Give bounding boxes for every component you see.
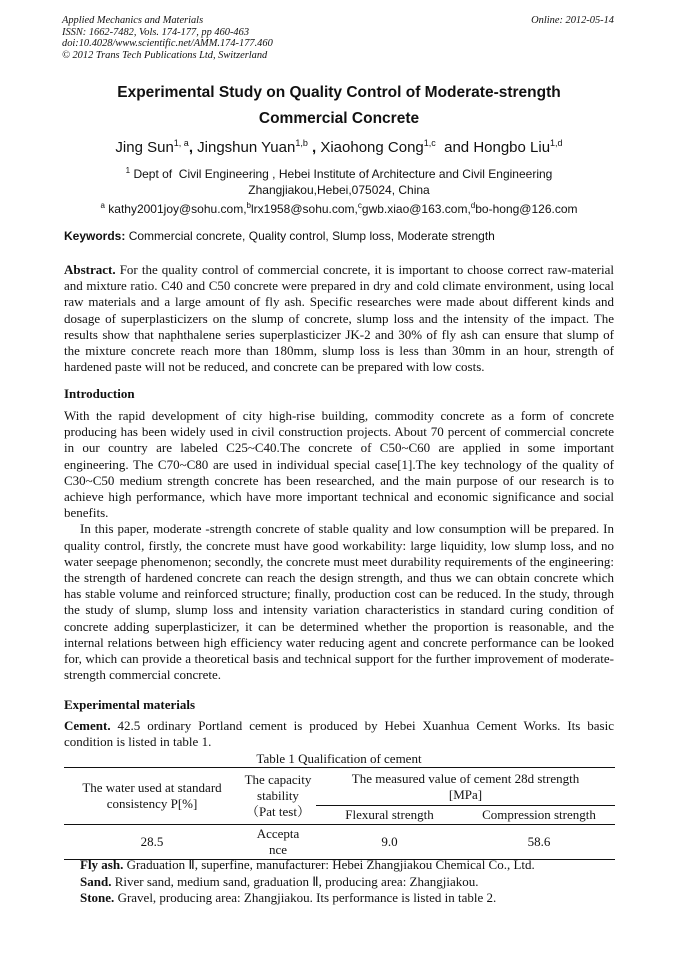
- keywords: [64, 229, 614, 243]
- copyright-line: © 2012 Trans Tech Publications Ltd, Switzerland: [62, 49, 268, 61]
- sand-label: Sand.: [80, 873, 112, 889]
- flyash-text: Graduation Ⅱ, superfine, manufacturer: Hebei Zhangjiakou Chemical Co., Ltd.: [123, 857, 535, 872]
- cement-paragraph: [64, 718, 614, 750]
- table-cell: 9.0: [381, 834, 398, 849]
- email-address: kathy2001joy@sohu.com,: [104, 202, 247, 216]
- affiliation-line-1: Dept of Civil Engineering , Hebei Institute of Architecture and Civil Engineering: [130, 167, 553, 181]
- author-name: Hongbo Liu: [473, 139, 551, 156]
- email-sup: c: [357, 201, 362, 210]
- materials-list: [80, 857, 614, 907]
- affiliation-sup: 1: [125, 166, 131, 175]
- author-name: Xiaohong Cong: [320, 139, 424, 156]
- affiliation: [64, 163, 614, 198]
- stone-label: Stone.: [80, 890, 115, 905]
- author-separator: ,: [307, 139, 321, 156]
- sand-text: River sand, medium sand, graduation Ⅱ, producing area: Zhangjiakou.: [111, 873, 479, 889]
- table-header-stability: [240, 768, 316, 825]
- stability-label: The capacity stability: [244, 772, 312, 803]
- author-affil-sup: 1,c: [423, 138, 436, 148]
- intro-paragraph-2: In this paper, moderate -strength concrete of stable quality and low consumption will be prepared. In quality control, firstly, the concrete must have good workability: large liquidity, low slump loss, and no water seepage phenomenon; secondly, the concrete must meet durability requirements of the engineering: the strength of hardened concrete can reach the design strength, and thus we can obtain concrete which has stable volume and reinforced structure; finally, production cost can be reduced. In the study, through the study of slump, slump loss and intensity variation characteristics in standard curing condition of concrete adding superplasticizer, it can be determined whether the proportion is reasonable, and the internal relations between high efficiency water reducing agent and concrete performance can be looked for, which can provide a theoretical basis and technical support for the further improvement of moderate-strength commercial concrete.: [64, 521, 614, 683]
- stone-text: Gravel, producing area: Zhangjiakou. Its performance is listed in table 2.: [114, 890, 497, 905]
- flyash-item: [80, 857, 614, 874]
- cement-text: 42.5 ordinary Portland cement is produced by Hebei Xuanhua Cement Works. Its basic condition is listed in table 1.: [64, 718, 614, 750]
- flyash-label: Fly ash.: [80, 857, 124, 872]
- author-name: Jing Sun: [115, 139, 174, 156]
- title-line-2: Commercial Concrete: [258, 110, 420, 127]
- table-header-water: The water used at standard consistency P[%]: [64, 768, 240, 825]
- author-list: [64, 138, 614, 156]
- author-affil-sup: 1,b: [295, 138, 308, 148]
- materials-heading: Experimental materials: [64, 697, 196, 712]
- table-cell: 58.6: [527, 834, 551, 849]
- keywords-label: Keywords:: [64, 229, 126, 243]
- author-name: Jingshun Yuan: [197, 139, 296, 156]
- doi-line: doi:10.4028/www.scientific.net/AMM.174-177.460: [62, 38, 273, 50]
- keywords-text: Commercial concrete, Quality control, Slump loss, Moderate strength: [125, 229, 495, 243]
- table-1: [64, 767, 615, 860]
- author-separator: ,: [188, 139, 198, 156]
- table-subheader-flexural: Flexural strength: [316, 806, 463, 825]
- table-cell: Acceptance: [256, 826, 300, 857]
- title-line-1: Experimental Study on Quality Control of Moderate-strength: [117, 84, 561, 101]
- journal-name: Applied Mechanics and Materials: [62, 15, 204, 26]
- email-address: lrx1958@sohu.com,: [250, 202, 358, 216]
- table-cell: 28.5: [140, 834, 164, 849]
- stone-item: [80, 890, 614, 907]
- pat-test-label: （Pat test）: [246, 804, 310, 819]
- email-sup: d: [470, 201, 476, 210]
- email-sup: a: [100, 201, 105, 210]
- introduction-body: [64, 408, 614, 683]
- table-row: [64, 825, 615, 860]
- author-and: and: [435, 139, 474, 156]
- email-address: bo-hong@126.com: [475, 202, 578, 216]
- abstract-text: For the quality control of commercial concrete, it is important to choose correct raw-material and mixture ratio. C40 and C50 concrete were prepared in dry and cold climate environment, using local raw materials and a large amount of fly ash. Specific researches were made about different kinds and dosage of superplasticizers on the slump of concrete, slump loss and the intensity of the impact. The results show that naphthalene series superplasticizer JK-2 and 30% of fly ash can ensure that slump of the mixture concrete reach more than 180mm, slump loss is less than 30mm in an hour, strength of hardened paste will not be reduced, and concrete can be prepared with low costs.: [64, 262, 614, 375]
- cement-label: Cement.: [64, 718, 111, 733]
- online-date: Online: 2012-05-14: [531, 15, 614, 26]
- table-subheader-compression: Compression strength: [463, 806, 615, 825]
- email-sup: b: [246, 201, 251, 210]
- introduction-heading: Introduction: [64, 386, 135, 401]
- journal-header: [62, 15, 273, 61]
- author-affil-sup: 1, a: [173, 138, 189, 148]
- affiliation-line-2: Zhangjiakou,Hebei,075024, China: [248, 183, 430, 197]
- email-list: [64, 201, 614, 216]
- table-1-caption: Table 1 Qualification of cement: [256, 751, 422, 766]
- intro-paragraph-1: With the rapid development of city high-rise building, commodity concrete as a form of concrete producing has been widely used in civil construction projects. About 70 percent of commercial concrete in our country are labeled C25~C40.The concrete of C50~C60 are applied in some important engineering. The C70~C80 are used in individual special case[1].The key technology of the quality of C30~C50 medium strength concrete has been researched, and the main purpose of our research is to achieve high performance, which have more important technical and economic significance and social benefits.: [64, 408, 614, 521]
- author-affil-sup: 1,d: [550, 138, 563, 148]
- table-header-strength: The measured value of cement 28d strength [MPa]: [316, 768, 615, 806]
- paper-title: [64, 80, 614, 132]
- sand-item: [80, 874, 614, 891]
- issn-line: ISSN: 1662-7482, Vols. 174-177, pp 460-463: [62, 26, 250, 38]
- abstract-label: Abstract.: [64, 262, 116, 277]
- abstract: [64, 262, 614, 375]
- email-address: gwb.xiao@163.com,: [361, 202, 471, 216]
